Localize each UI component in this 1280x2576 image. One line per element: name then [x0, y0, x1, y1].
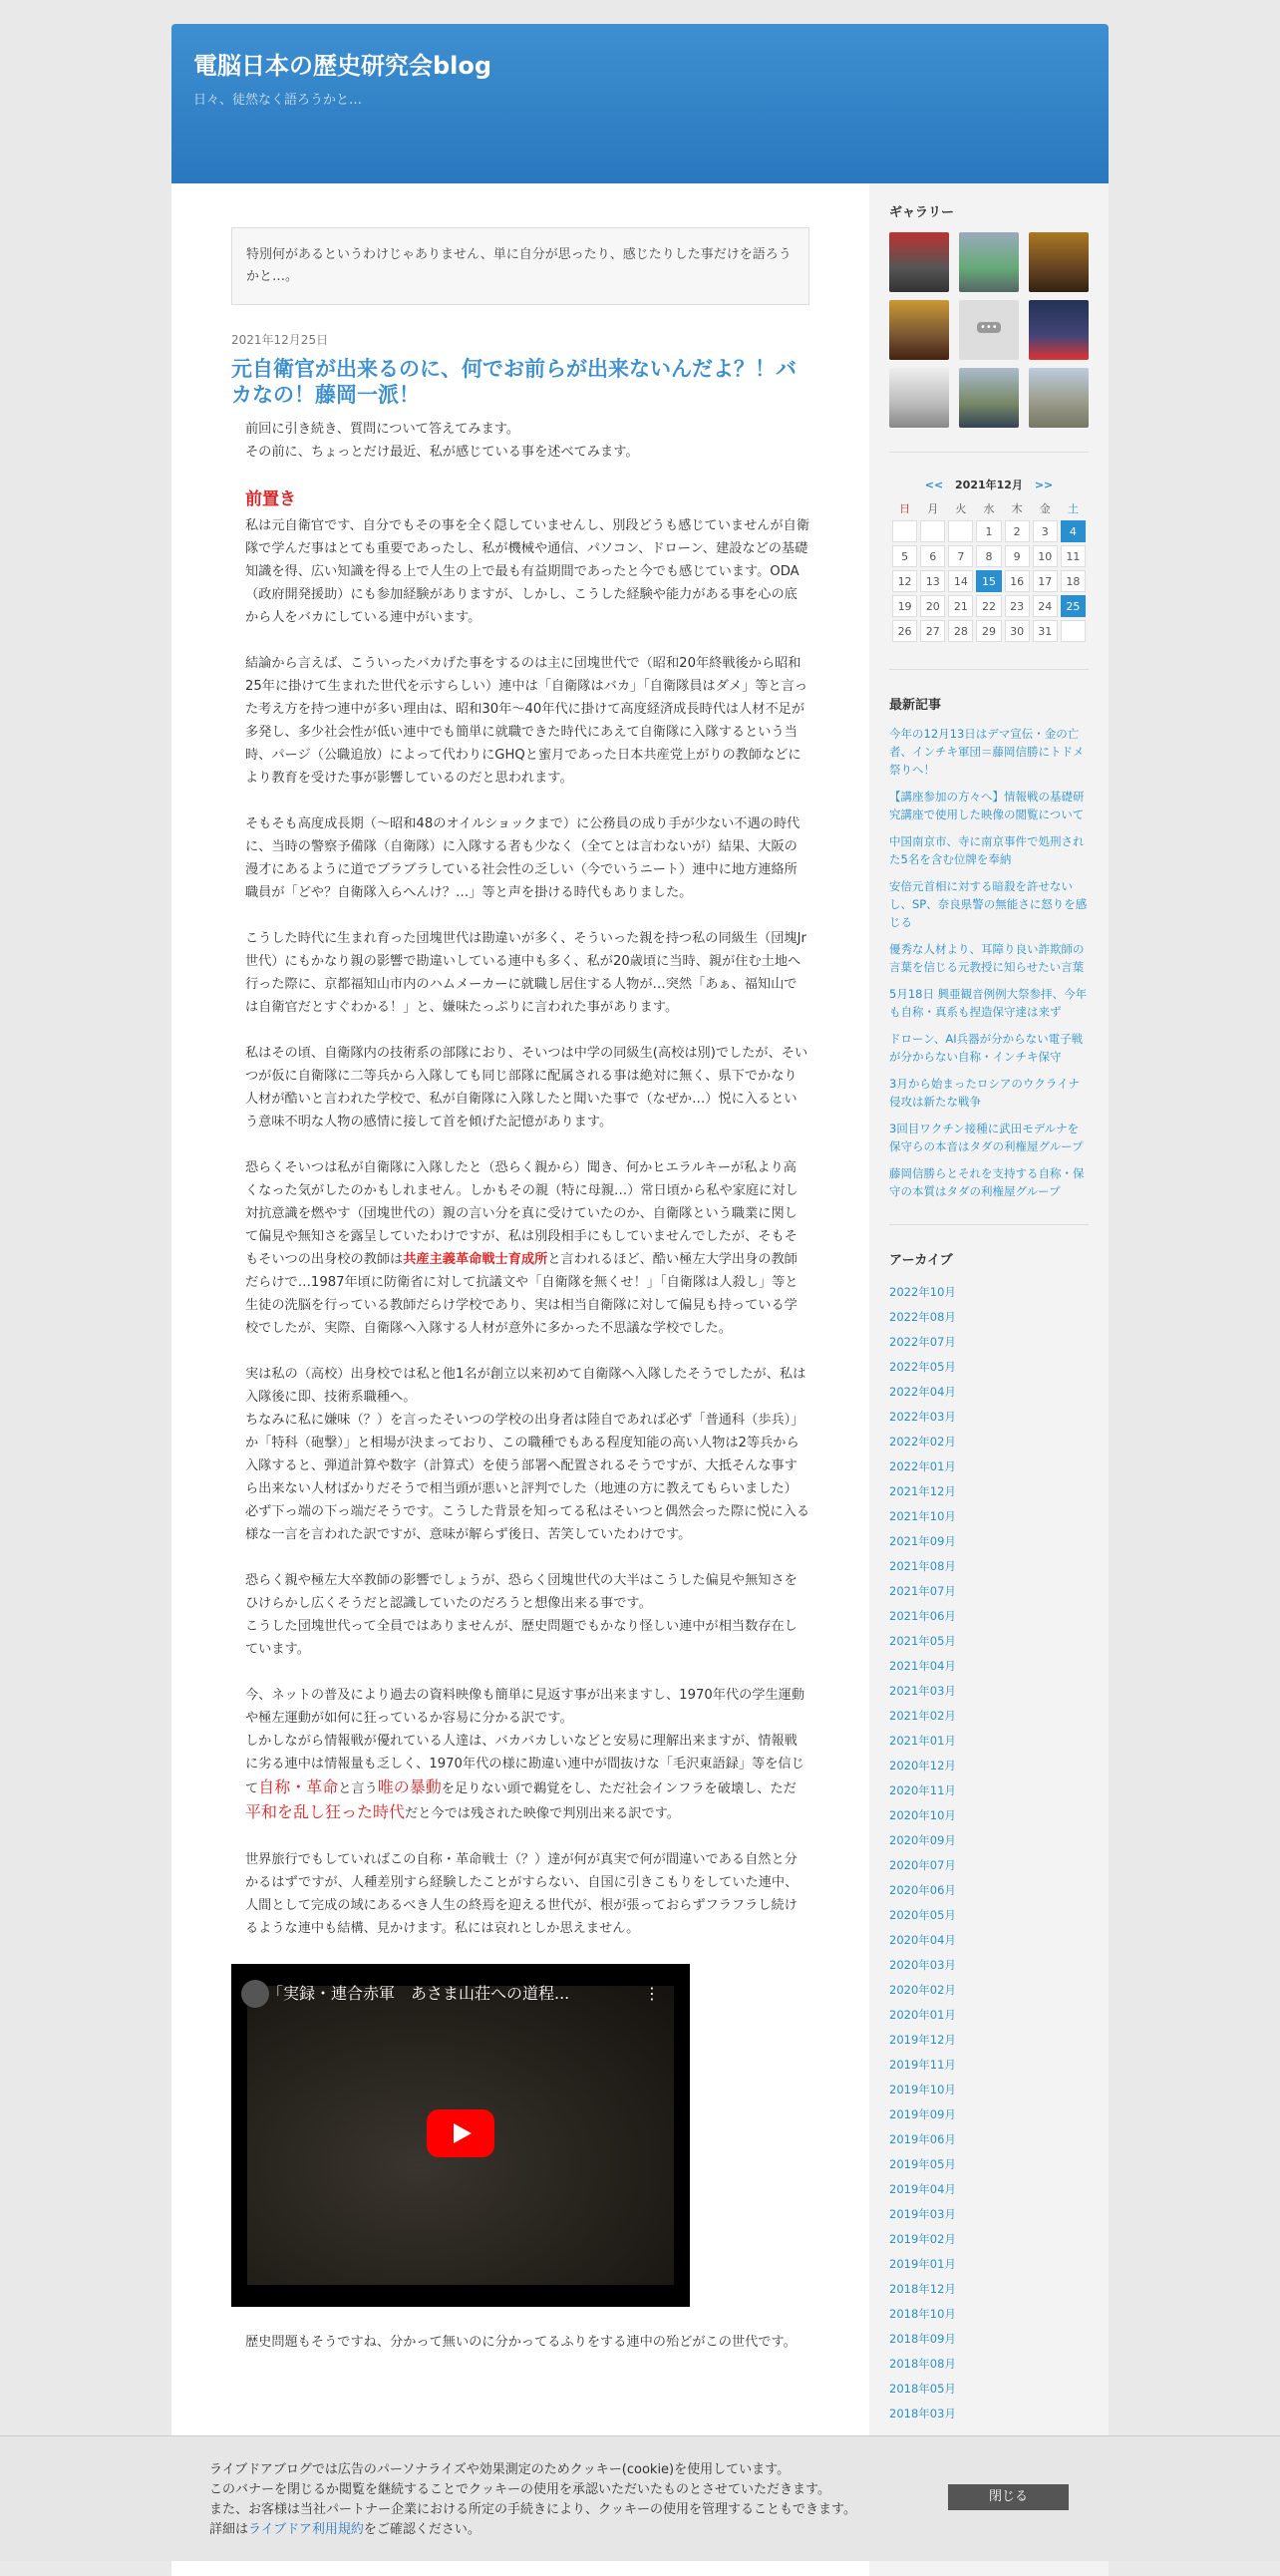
archive-link[interactable]: 2020年10月: [889, 1808, 956, 1822]
weekday: 土: [1067, 502, 1079, 515]
calendar-day: 13: [920, 570, 945, 592]
highlight-text: 共産主義革命戦士育成所: [403, 1252, 548, 1267]
archive-link[interactable]: 2022年03月: [889, 1410, 956, 1424]
calendar-day: 16: [1005, 570, 1030, 592]
text: と言う: [338, 1781, 378, 1796]
gallery-title: ギャラリー: [889, 205, 955, 220]
recent-link[interactable]: 5月18日 興亜観音例例大祭参拝、今年も自称・真系も捏造保守達は来ず: [889, 987, 1088, 1019]
calendar-day: 26: [892, 620, 917, 642]
calendar-day: [948, 520, 973, 542]
archive-link[interactable]: 2019年10月: [889, 2083, 956, 2096]
calendar-header: [889, 477, 1089, 492]
calendar: [889, 496, 1089, 645]
archive-link[interactable]: 2020年04月: [889, 1933, 956, 1947]
paragraph: そもそも高度成長期（〜昭和48のオイルショックまで）に公務員の成り手が少ない不遇の時代に、当時の警察予備隊（自衛隊）に入隊する者も少なく（全てとは言わないが）結果、大阪の漫才にあるように道でブラブラしている社会性の乏しい（今でいうニート）連中に地方連絡所職員が「どや？自衛隊入らへんけ？…」等と声を掛ける時代もありました。: [245, 816, 800, 900]
paragraph: [245, 1156, 809, 1340]
archive-link[interactable]: 2019年06月: [889, 2132, 956, 2146]
gallery-thumbnail[interactable]: [889, 232, 949, 292]
calendar-next[interactable]: >>: [1034, 479, 1054, 491]
calendar-day: 6: [920, 545, 945, 567]
calendar-day: 22: [976, 595, 1001, 617]
gallery-thumbnail[interactable]: [889, 368, 949, 428]
sidebar: [869, 183, 1109, 2576]
archive-link[interactable]: 2018年03月: [889, 2407, 956, 2420]
paragraph: こうした時代に生まれ育った団塊世代は勘違いが多く、そういった親を持つ私の同級生（団塊Jr世代）にもかなり親の影響で勘違いしている連中も多く、私が20歳頃に当時、親が住む土地へ行った際に、京都福知山市内のハムメーカーに就職し居住する人物が…突然「あぁ、福知山では自衛官だとすぐわかる！」と、嫌味たっぷりに言われた事があります。: [245, 931, 806, 1015]
calendar-day: 30: [1005, 620, 1030, 642]
recent-link[interactable]: 中国南京市、寺に南京事件で処刑された5名を含む位牌を奉納: [889, 834, 1085, 866]
calendar-day: 2: [1005, 520, 1030, 542]
highlight-text: 自称・革命: [258, 1777, 339, 1796]
text: 恐らくそいつは私が自衛隊に入隊したと（恐らく親から）聞き、何かヒエラルキーが私より高くなった気がしたのかもしれません。しかもその親（特に母親…）常日頃から私や家庭に対し対抗意識を燃やす（団塊世代の）親の言い分を真に受けていたのか、自衛隊という職業に関して偏見や無知さを露呈していたわけですが、私は別段相手にもしていませんでしたが、そもそもそいつの出身校の教師は: [245, 1160, 799, 1267]
calendar-day: 24: [1033, 595, 1058, 617]
post-date: 2021年12月25日: [231, 333, 329, 347]
calendar-day: [1061, 620, 1086, 642]
recent-link[interactable]: 優秀な人材より、耳障り良い詐欺師の言葉を信じる元教授に知らせたい言葉: [889, 942, 1085, 974]
weekday: 木: [1011, 502, 1023, 515]
archive-link[interactable]: 2019年01月: [889, 2257, 956, 2271]
archive-link[interactable]: 2020年07月: [889, 1858, 956, 1872]
video-title[interactable]: 「実録・連合赤軍 あさま山荘への道程...: [267, 1984, 570, 2003]
archive-link[interactable]: 2021年12月: [889, 1484, 956, 1498]
archive-link[interactable]: 2022年08月: [889, 1310, 956, 1324]
recent-link[interactable]: 今年の12月13日はデマ宣伝・金の亡者、インチキ軍団＝藤岡信勝にトドメ祭りへ！: [889, 727, 1085, 777]
archive-link[interactable]: 2021年05月: [889, 1634, 956, 1648]
paragraph: 歴史問題もそうですね、分かって無いのに分かってるふりをする連中の殆どがこの世代です。: [245, 2335, 797, 2350]
archive-link[interactable]: 2021年10月: [889, 1509, 956, 1523]
blog-intro: 特別何があるというわけじゃありません、単に自分が思ったり、感じたりした事だけを語ろうかと…。: [231, 227, 809, 305]
weekday: 水: [983, 502, 995, 515]
calendar-day: [920, 520, 945, 542]
text: しかしながら情報戦が優れている人達は、バカバカしいなどと安易に理解出来ますが、情報戦に劣る連中は情報量も乏しく、1970年代の様に勘違い連中が間抜けな「毛沢東語録」等を信じて: [245, 1734, 804, 1796]
calendar-day: 23: [1005, 595, 1030, 617]
text: と言われるほど、酷い極左大学出身の教師だらけで…1987年頃に防衛省に対して抗議文や「自衛隊を無くせ！」「自衛隊は人殺し」等と生徒の洗脳を行っている教師だらけ学校であり、実は相当自衛隊に対して偏見も持っている学校でしたが、実際、自衛隊へ入隊する人材が意外に多かった不思議な学校でした。: [245, 1252, 799, 1336]
recent-link[interactable]: 藤岡信勝らとそれを支持する自称・保守の本質はタダの利権屋グループ: [889, 1166, 1085, 1198]
calendar-day: 17: [1033, 570, 1058, 592]
archive-link[interactable]: 2021年06月: [889, 1609, 956, 1623]
weekday: 日: [899, 502, 911, 515]
calendar-day: 29: [976, 620, 1001, 642]
archive-link[interactable]: 2021年08月: [889, 1559, 956, 1573]
cookie-line: [209, 2520, 856, 2540]
cookie-text-part: をご確認ください。: [363, 2522, 480, 2537]
archive-link[interactable]: 2022年07月: [889, 1335, 956, 1349]
archive-link[interactable]: 2018年12月: [889, 2282, 956, 2296]
paragraph: 世界旅行でもしていればこの自称・革命戦士（？）達が何が真実で何が間違いである自然と分かるはずですが、人種差別すら経験したことがすらない、自国に引きこもりをしていた連中、人間として完成の域にあるべき人生の終焉を迎える世代が、根が張っておらずフラフラし続けるような連中も結構、見かけます。私には哀れとしか思えません。: [245, 1852, 799, 1936]
gallery-grid: [889, 232, 1089, 428]
text: だと今では残された映像で判別出来る訳です。: [405, 1806, 680, 1821]
calendar-day: 18: [1061, 570, 1086, 592]
archive-link[interactable]: 2019年03月: [889, 2207, 956, 2221]
paragraph: 実は私の（高校）出身校では私と他1名が創立以来初めて自衛隊へ入隊したそうでしたが、私は入隊後に即、技術系職種へ。: [245, 1367, 806, 1405]
archive-list: [889, 1280, 1089, 2426]
archive-link[interactable]: 2019年09月: [889, 2107, 956, 2121]
paragraph: [245, 1730, 809, 1825]
archive-link[interactable]: 2020年06月: [889, 1883, 956, 1897]
post-title[interactable]: 元自衛官が出来るのに、何でお前らが出来ないんだよ？！バカなの！藤岡一派！: [231, 357, 797, 407]
paragraph: こうした団塊世代って全員ではありませんが、歴史問題でもかなり怪しい連中が相当数存在しています。: [245, 1619, 798, 1657]
calendar-day: 14: [948, 570, 973, 592]
calendar-day: 19: [892, 595, 917, 617]
calendar-day: [892, 520, 917, 542]
blog-header: [171, 24, 1109, 183]
gallery-thumbnail[interactable]: [1029, 300, 1089, 360]
archive-link[interactable]: 2020年02月: [889, 1983, 956, 1997]
gallery-thumbnail[interactable]: [959, 300, 1019, 360]
blog-title[interactable]: 電脳日本の歴史研究会blog: [193, 52, 492, 80]
archive-link[interactable]: 2018年05月: [889, 2382, 956, 2396]
recent-link[interactable]: 【講座参加の方々へ】情報戦の基礎研究講座で使用した映像の閲覧について: [889, 790, 1085, 821]
archive-link[interactable]: 2022年02月: [889, 1435, 956, 1449]
archive-link[interactable]: 2020年12月: [889, 1759, 956, 1772]
weekday: 火: [955, 502, 967, 515]
archive-link[interactable]: 2019年11月: [889, 2058, 956, 2072]
calendar-day: 9: [1005, 545, 1030, 567]
archive-link[interactable]: 2019年02月: [889, 2232, 956, 2246]
paragraph: 今、ネットの普及により過去の資料映像も簡単に見返す事が出来ますし、1970年代の学生運動や極左運動が如何に狂っているか容易に分かる訳です。: [245, 1688, 805, 1726]
cookie-line: このバナーを閉じるか閲覧を継続することでクッキーの使用を承認いただいたものとさせていただきます。: [209, 2482, 830, 2497]
archive-link[interactable]: 2021年01月: [889, 1734, 956, 1748]
cookie-line: また、お客様は当社パートナー企業における所定の手続きにより、クッキーの使用を管理することもできます。: [209, 2502, 856, 2517]
terms-link[interactable]: ライブドア利用規約: [248, 2522, 364, 2537]
highlight-text: 唯の暴動: [377, 1777, 442, 1796]
video-embed[interactable]: [231, 1964, 690, 2307]
paragraph: 恐らく親や極左大卒教師の影響でしょうが、恐らく団塊世代の大半はこうした偏見や無知さをひけらかし広くそうだと認識していたのだろうと想像出来る事です。: [245, 1573, 798, 1611]
recent-list: [889, 725, 1089, 1200]
divider: [889, 1224, 1089, 1225]
calendar-prev[interactable]: <<: [924, 479, 944, 491]
paragraph: その前に、ちょっとだけ最近、私が感じている事を述べてみます。: [245, 445, 639, 460]
archive-link[interactable]: 2020年11月: [889, 1783, 956, 1797]
recent-link[interactable]: 3月から始まったロシアのウクライナ侵攻は新たな戦争: [889, 1077, 1080, 1109]
cookie-text-part: 詳細は: [209, 2522, 249, 2537]
archive-link[interactable]: 2018年08月: [889, 2357, 956, 2371]
archive-link[interactable]: 2019年12月: [889, 2033, 956, 2047]
calendar-day: 20: [920, 595, 945, 617]
archive-link[interactable]: 2022年10月: [889, 1285, 956, 1299]
more-options-icon[interactable]: ⋮: [644, 1984, 660, 2003]
channel-avatar[interactable]: [241, 1980, 269, 2008]
play-button[interactable]: [427, 2109, 494, 2157]
archive-link[interactable]: 2022年05月: [889, 1360, 956, 1374]
calendar-day-linked[interactable]: 4: [1061, 520, 1086, 542]
calendar-day: 21: [948, 595, 973, 617]
paragraph: 私はその頃、自衛隊内の技術系の部隊におり、そいつは中学の同級生(高校は別)でしたが、そいつが仮に自衛隊に二等兵から入隊しても同じ部隊に配属される事は絶対に無く、県下でかなり人材が酷いと言われた学校で、私が自衛隊に入隊したと聞いた事で（なぜか…）悦に入るという意味不明な人物の感情に接して首を傾げた記憶があります。: [245, 1046, 808, 1129]
cookie-text: [209, 2460, 856, 2540]
archive-link[interactable]: 2020年09月: [889, 1833, 956, 1847]
archive-link[interactable]: 2021年07月: [889, 1584, 956, 1598]
archive-link[interactable]: 2018年09月: [889, 2332, 956, 2346]
calendar-day: 27: [920, 620, 945, 642]
archive-link[interactable]: 2018年10月: [889, 2307, 956, 2321]
archive-link[interactable]: 2020年01月: [889, 2008, 956, 2022]
paragraph: 私は元自衛官です、自分でもその事を全く隠していませんし、別段どうも感じていませんが自衛隊で学んだ事はとても重要であったし、私が機械や通信、パソコン、ドローン、建設などの基礎知識を得、広い知識を得る上で人生の上で最も有益期間であったと今でも感じています。ODA（政府開発援助）にも参加経験がありますが、しかし、こうした経験や能力がある事を心の底から人をバカにしている連中がいます。: [245, 518, 810, 625]
archive-link[interactable]: 2021年09月: [889, 1534, 956, 1548]
cookie-banner: [0, 2435, 1280, 2561]
blog-body: [171, 183, 1109, 2576]
blog-description: 日々、徒然なく語ろうかと…: [193, 93, 363, 108]
calendar-day: 7: [948, 545, 973, 567]
recent-link[interactable]: ドローン、AI兵器が分からない電子戦が分からない自称・インチキ保守: [889, 1032, 1084, 1064]
post-content: [231, 418, 809, 1940]
archive-link[interactable]: 2019年05月: [889, 2157, 956, 2171]
paragraph: 前回に引き続き、質問について答えてみます。: [245, 422, 520, 437]
highlight-text: 平和を乱し狂った時代: [245, 1802, 406, 1821]
divider: [889, 669, 1089, 670]
divider: [889, 452, 1089, 453]
paragraph: ちなみに私に嫌味（？）を言ったそいつの学校の出身者は陸自であれば必ず「普通科（歩兵）」か「特科（砲撃）」と相場が決まっており、この職種でもある程度知能の高い人物は2等兵から入隊すると、弾道計算や数字（計算式）を使う部署へ配置されるそうですが、大抵そんな事すら出来ない人材ばかりだそうで相当頭が悪いと評判でした（地連の方に教えてもらいました）必ず下っ端の下っ端だそうです。こうした背景を知ってる私はそいつと偶然会った際に悦に入る様な一言を言われた訳ですが、意味が解らず後日、苦笑していたわけです。: [245, 1413, 810, 1542]
archive-link[interactable]: 2022年01月: [889, 1459, 956, 1473]
calendar-day: 11: [1061, 545, 1086, 567]
cookie-close-button[interactable]: 閉じる: [948, 2484, 1069, 2510]
main-column: [231, 227, 809, 2377]
calendar-month: 2021年12月: [955, 479, 1023, 491]
archive-link[interactable]: 2022年04月: [889, 1385, 956, 1399]
page-wrapper: [171, 24, 1109, 2576]
section-heading: 前置き: [245, 489, 296, 509]
calendar-day: 31: [1033, 620, 1058, 642]
archive-link[interactable]: 2021年03月: [889, 1684, 956, 1698]
gallery-thumbnail[interactable]: [959, 232, 1019, 292]
recent-title: 最新記事: [889, 698, 942, 713]
archive-link[interactable]: 2021年02月: [889, 1709, 956, 1723]
gallery-thumbnail[interactable]: [1029, 232, 1089, 292]
calendar-day: 28: [948, 620, 973, 642]
gallery-thumbnail[interactable]: [1029, 368, 1089, 428]
archive-link[interactable]: 2020年05月: [889, 1908, 956, 1922]
calendar-day: 1: [976, 520, 1001, 542]
gallery-thumbnail[interactable]: [889, 300, 949, 360]
calendar-day: 5: [892, 545, 917, 567]
weekday: 金: [1039, 502, 1051, 515]
calendar-day-linked[interactable]: 15: [976, 570, 1001, 592]
calendar-day-linked[interactable]: 25: [1061, 595, 1086, 617]
archive-link[interactable]: 2021年04月: [889, 1659, 956, 1673]
paragraph: 結論から言えば、こういったバカげた事をするのは主に団塊世代で（昭和20年終戦後から昭和25年に掛けて生まれた世代を示すらしい）連中は「自衛隊はバカ」「自衛隊員はダメ」等と言った考え方を持つ連中が多い理由は、昭和30年〜40年代に掛けて高度経済成長時代は人材不足が多発し、多少社会性が低い連中でも簡単に就職できた時代にあえて自衛隊に入隊するという当時、パージ（公職追放）によって代わりにGHQと蜜月であった日本共産党上がりの教師などにより教育を受けた事が影響しているのだと思われます。: [245, 656, 808, 786]
calendar-day: 10: [1033, 545, 1058, 567]
text: を足りない頭で鵜覚をし、ただ社会インフラを破壊し、ただ: [441, 1781, 797, 1796]
weekday: 月: [927, 502, 939, 515]
calendar-day: 3: [1033, 520, 1058, 542]
archive-link[interactable]: 2020年03月: [889, 1958, 956, 1972]
archive-link[interactable]: 2019年04月: [889, 2182, 956, 2196]
post-content-continued: [231, 2331, 809, 2354]
gallery-thumbnail[interactable]: [959, 368, 1019, 428]
cookie-line: ライブドアブログでは広告のパーソナライズや効果測定のためクッキー(cookie)を使用しています。: [209, 2462, 791, 2477]
calendar-day: 12: [892, 570, 917, 592]
recent-link[interactable]: 3回目ワクチン接種に武田モデルナを保守らの本音はタダの利権屋グループ: [889, 1122, 1084, 1153]
archive-title: アーカイブ: [889, 1253, 953, 1268]
calendar-day: 8: [976, 545, 1001, 567]
recent-link[interactable]: 安倍元首相に対する暗殺を許せない し、SP、奈良県警の無能さに怒りを感じる: [889, 879, 1088, 929]
